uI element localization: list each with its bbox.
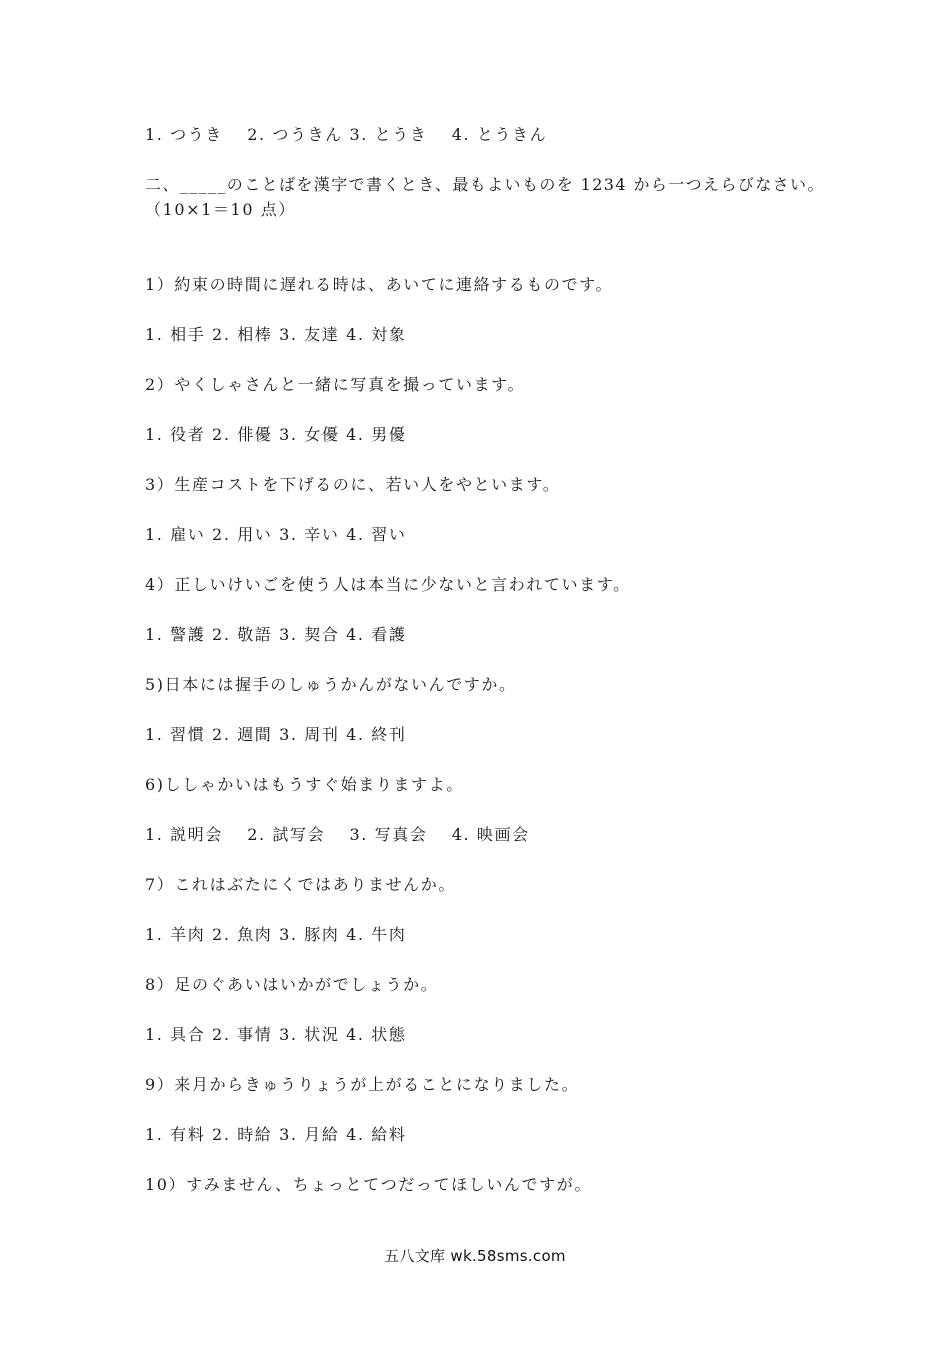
question-8: 8）足のぐあいはいかがでしょうか。 — [145, 975, 439, 994]
question-7: 7）これはぶたにくではありませんか。 — [145, 875, 456, 894]
choices-7: 1. 羊肉 2. 魚肉 3. 豚肉 4. 牛肉 — [145, 925, 407, 944]
question-10: 10）すみません、ちょっとてつだってほしいんですが。 — [145, 1175, 592, 1194]
question-6: 6)ししゃかいはもうすぐ始まりますよ。 — [145, 775, 464, 794]
choices-3: 1. 雇い 2. 用い 3. 辛い 4. 習い — [145, 525, 407, 544]
question-5: 5)日本には握手のしゅうかんがないんですか。 — [145, 675, 517, 694]
choices-8: 1. 具合 2. 事情 3. 状況 4. 状態 — [145, 1025, 407, 1044]
section-title: 二、_____のことばを漢字で書くとき、最もよいものを 1234 から一つえらびなさい。 — [145, 175, 825, 194]
prev-question-choices: 1. つうき 2. つうきん 3. とうき 4. とうきん — [145, 125, 548, 144]
question-4: 4）正しいけいごを使う人は本当に少ないと言われています。 — [145, 575, 631, 594]
footer-watermark: 五八文库 wk.58sms.com — [384, 1247, 566, 1265]
choices-9: 1. 有料 2. 時給 3. 月給 4. 給料 — [145, 1125, 407, 1144]
choices-1: 1. 相手 2. 相棒 3. 友達 4. 対象 — [145, 325, 407, 344]
question-2: 2）やくしゃさんと一緒に写真を撮っています。 — [145, 375, 526, 394]
choices-6: 1. 説明会 2. 試写会 3. 写真会 4. 映画会 — [145, 825, 530, 844]
section-score: （10×1＝10 点） — [145, 200, 296, 219]
question-9: 9）来月からきゅうりょうが上がることになりました。 — [145, 1075, 580, 1094]
choices-2: 1. 役者 2. 俳優 3. 女優 4. 男優 — [145, 425, 407, 444]
question-3: 3）生産コストを下げるのに、若い人をやといます。 — [145, 475, 561, 494]
question-1: 1）約束の時間に遅れる時は、あいてに連絡するものです。 — [145, 275, 614, 294]
choices-5: 1. 習慣 2. 週間 3. 周刊 4. 終刊 — [145, 725, 407, 744]
choices-4: 1. 警護 2. 敬語 3. 契合 4. 看護 — [145, 625, 407, 644]
